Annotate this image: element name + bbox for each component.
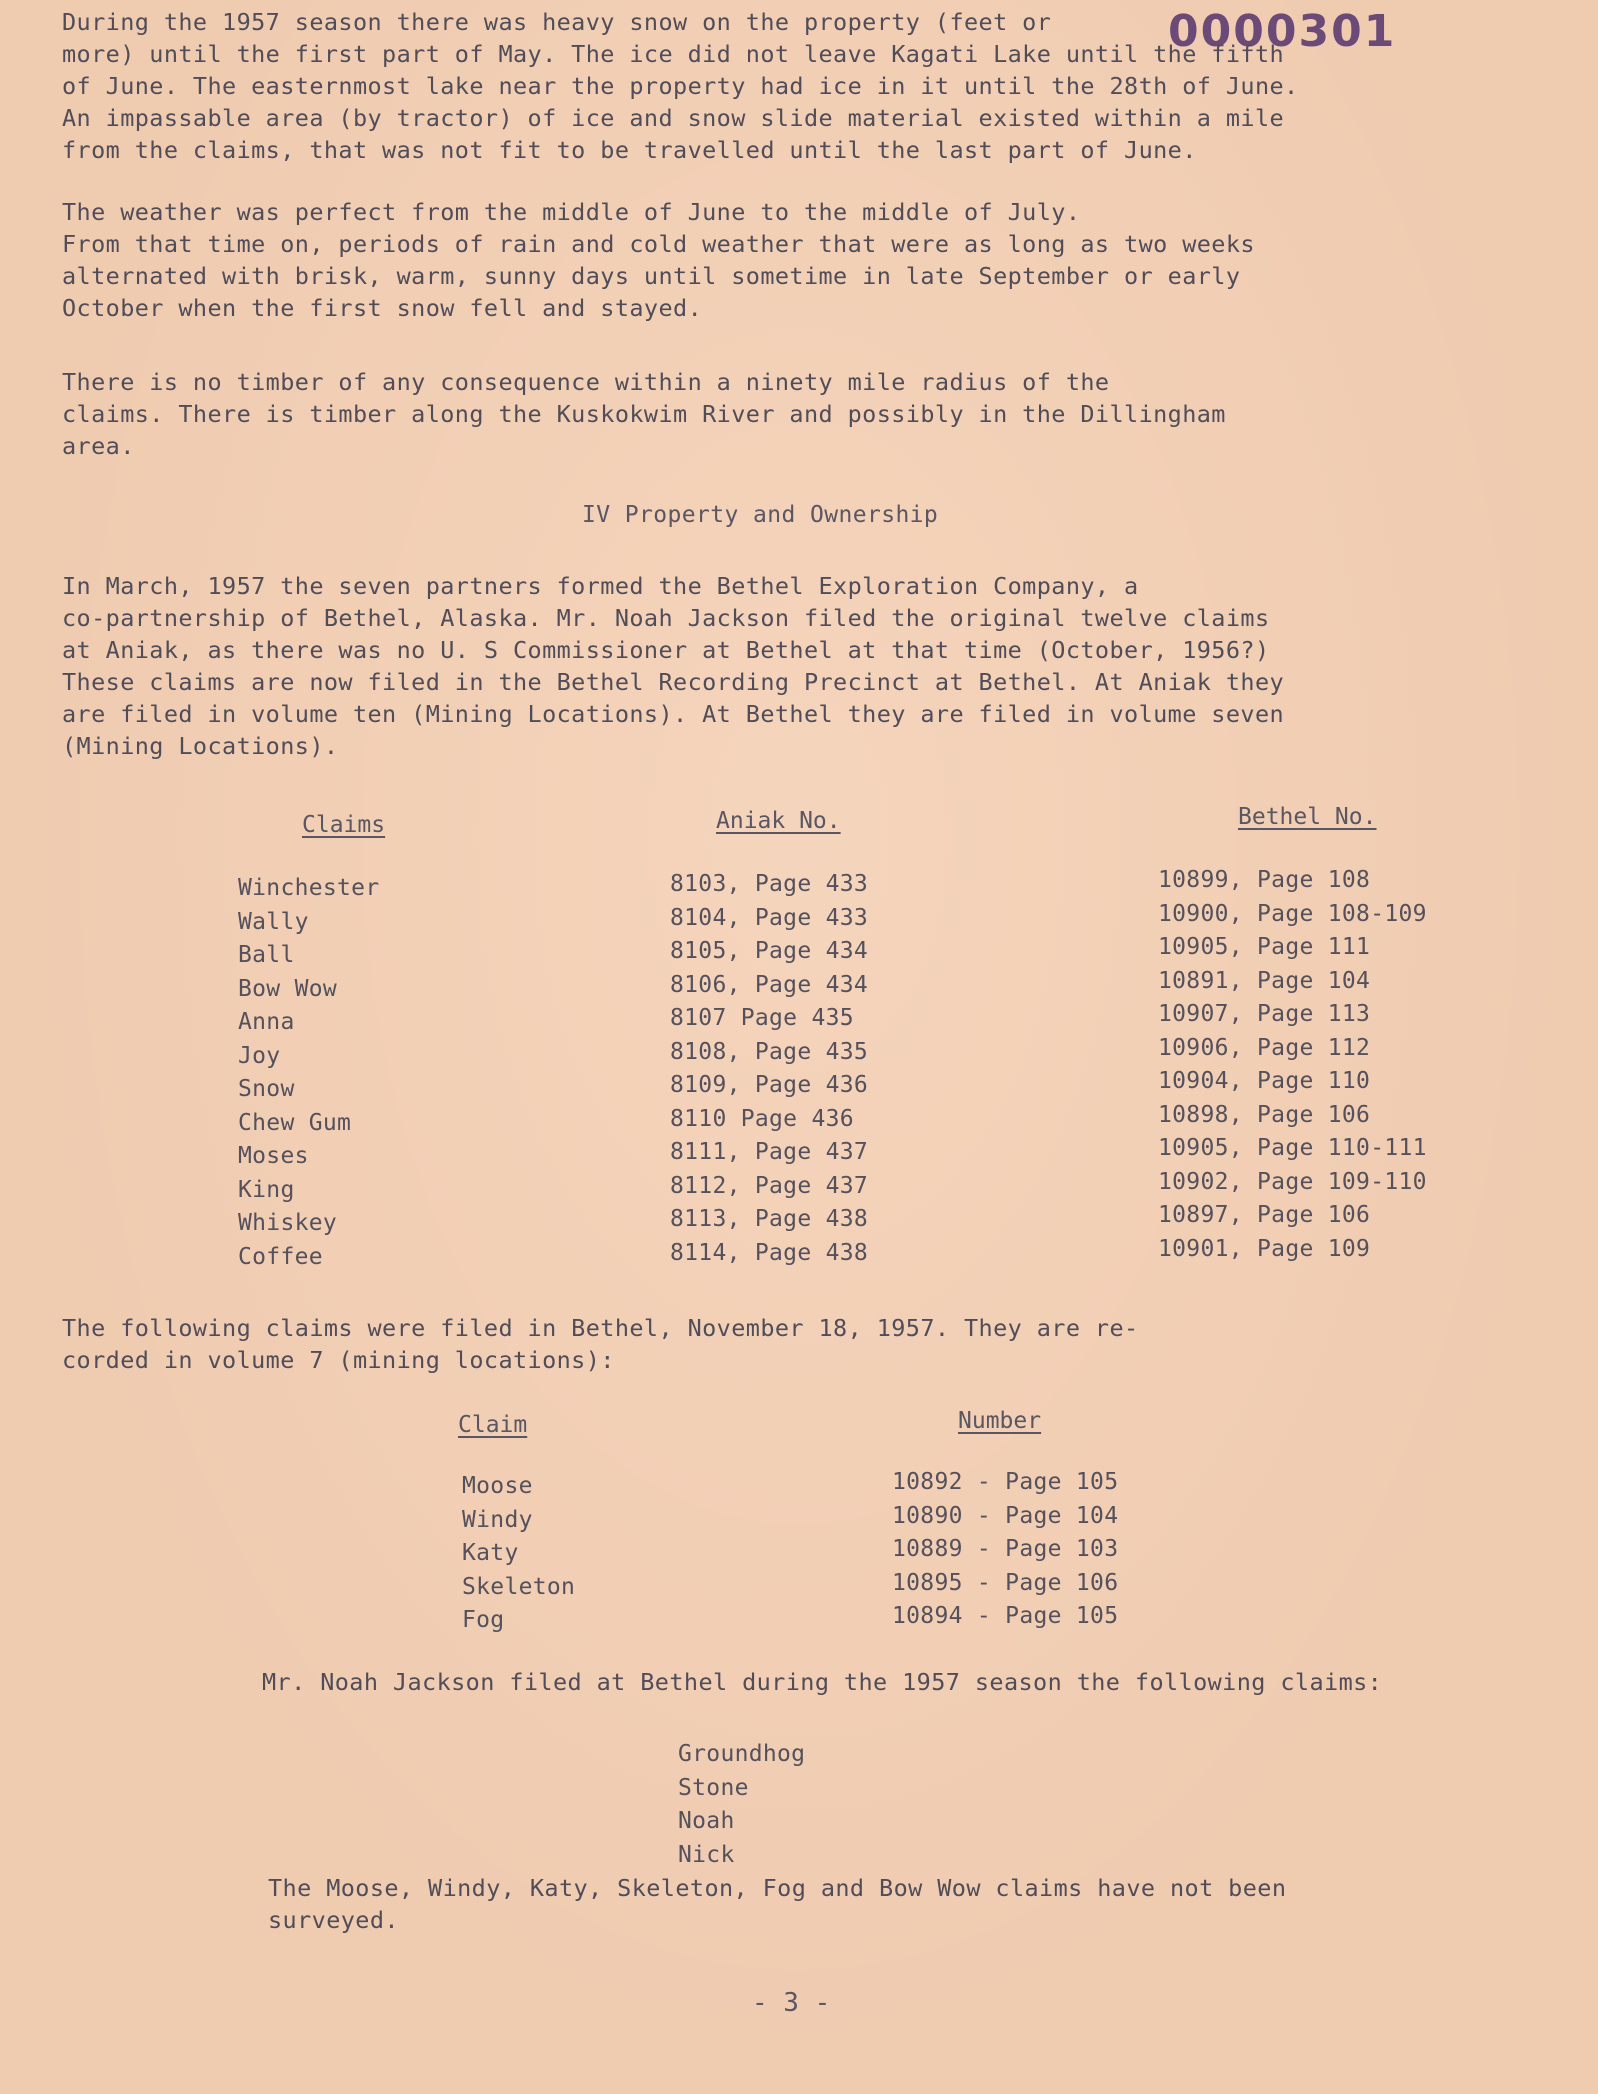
table-cell: 10892 - Page 105 [892,1469,1119,1495]
table-cell: Fog [462,1607,505,1633]
table-cell: Snow [238,1076,295,1102]
table-cell: Chew Gum [238,1109,352,1136]
table-cell: King [238,1176,295,1203]
jackson-claims-list [678,1738,805,1872]
aniak-column [670,868,868,1270]
table-cell: 10890 - Page 104 [892,1502,1119,1529]
table-cell: 10907, Page 113 [1158,1001,1371,1027]
paragraph-timber: There is no timber of any consequence within a ninety mile radius of the claims. There is timber along the Kuskokwim River and possibly in the Dillingham area. [62,368,1226,460]
table-cell: 8112, Page 437 [670,1172,869,1199]
table-cell: Moose [462,1473,533,1499]
table-cell: Skeleton [462,1573,576,1600]
table-cell: 10901, Page 109 [1158,1235,1371,1262]
table-cell: 8113, Page 438 [670,1206,869,1232]
table-cell: Winchester [238,875,380,901]
document-number-stamp: 0000301 [1168,6,1397,57]
table-cell: 10894 - Page 105 [892,1603,1119,1629]
column-header-claims: Claims [302,812,386,838]
table-cell: 8114, Page 438 [670,1239,869,1266]
table-cell: 10905, Page 110-111 [1158,1135,1427,1161]
column-header-claim: Claim [458,1412,528,1438]
list-item: Groundhog [678,1741,806,1767]
table-cell: Bow Wow [238,975,338,1002]
table-cell: Windy [462,1506,533,1533]
table-cell: 8103, Page 433 [670,871,869,897]
table-cell: 10904, Page 110 [1158,1068,1371,1094]
table-cell: 8108, Page 435 [670,1038,869,1065]
table-cell: 8107 Page 435 [670,1005,854,1031]
paragraph-weather: The weather was perfect from the middle of June to the middle of July. From that time on, periods of rain and cold weather that were as long as two weeks alternated with brisk, warm, sunny days until sometime in late September or early October when the first snow fell and stayed. [62,198,1255,322]
table-cell: Joy [238,1042,281,1069]
table-cell: 10900, Page 108-109 [1158,900,1427,927]
table-cell: 10897, Page 106 [1158,1202,1371,1228]
number-column [892,1466,1118,1634]
paragraph-jackson-claims: Mr. Noah Jackson filed at Bethel during the 1957 season the following claims: [262,1668,1383,1696]
table-cell: Coffee [238,1243,323,1270]
table-cell: 10899, Page 108 [1158,867,1371,893]
table-cell: 8111, Page 437 [670,1139,869,1165]
table-cell: 8104, Page 433 [670,904,869,931]
table-cell: 8109, Page 436 [670,1072,869,1098]
table-cell: 10902, Page 109-110 [1158,1168,1427,1195]
table-cell: 10895 - Page 106 [892,1569,1119,1596]
paragraph-ownership: In March, 1957 the seven partners formed the Bethel Exploration Company, a co-partnership of Bethel, Alaska. Mr. Noah Jackson filed the original twelve claims at Aniak, as there was no U. S Commissioner at Bethel at that time (October, 1956?) These claims are now filed in the Bethel Recording Precinct at Bethel. At Aniak they are filed in volume ten (Mining Locations). At Bethel they are filed in volume seven (Mining Locations). [62,572,1285,760]
table-cell: 10891, Page 104 [1158,967,1371,994]
column-header-bethel: Bethel No. [1238,804,1377,830]
table-cell: Whiskey [238,1210,338,1236]
claim-column [462,1470,575,1638]
table-cell: Ball [238,942,295,968]
column-header-aniak: Aniak No. [716,808,841,834]
table-cell: 8106, Page 434 [670,971,869,998]
paragraph-november-claims: The following claims were filed in Bethel, November 18, 1957. They are re- corded in volume 7 (mining locations): [62,1314,1139,1374]
table-cell: 8105, Page 434 [670,938,869,964]
list-item: Nick [678,1841,735,1868]
table-cell: 10906, Page 112 [1158,1034,1371,1061]
column-header-number: Number [958,1408,1042,1434]
list-item: Noah [678,1808,735,1834]
bethel-column [1158,864,1427,1266]
section-heading: IV Property and Ownership [582,502,939,528]
table-cell: 8110 Page 436 [670,1105,854,1132]
paragraph-not-surveyed: The Moose, Windy, Katy, Skeleton, Fog and Bow Wow claims have not been surveyed. [268,1874,1287,1934]
table-cell: 10905, Page 111 [1158,934,1371,960]
page-number: - 3 - [752,1988,831,2018]
table-cell: 10898, Page 106 [1158,1101,1371,1128]
paragraph-snow-conditions: During the 1957 season there was heavy snow on the property (feet or more) until the first part of May. The ice did not leave Kagati Lake until the fifth of June. The easternmost lake near the property had ice in it until the 28th of June. An impassable area (by tractor) of ice and snow slide material existed within a mile from the claims, that was not fit to be travelled until the last part of June. [62,8,1299,164]
table-cell: Wally [238,908,309,935]
table-cell: 10889 - Page 103 [892,1536,1119,1562]
table-cell: Katy [462,1540,519,1566]
list-item: Stone [678,1774,749,1801]
table-cell: Anna [238,1009,295,1035]
claims-column [238,872,379,1274]
table-cell: Moses [238,1143,309,1169]
